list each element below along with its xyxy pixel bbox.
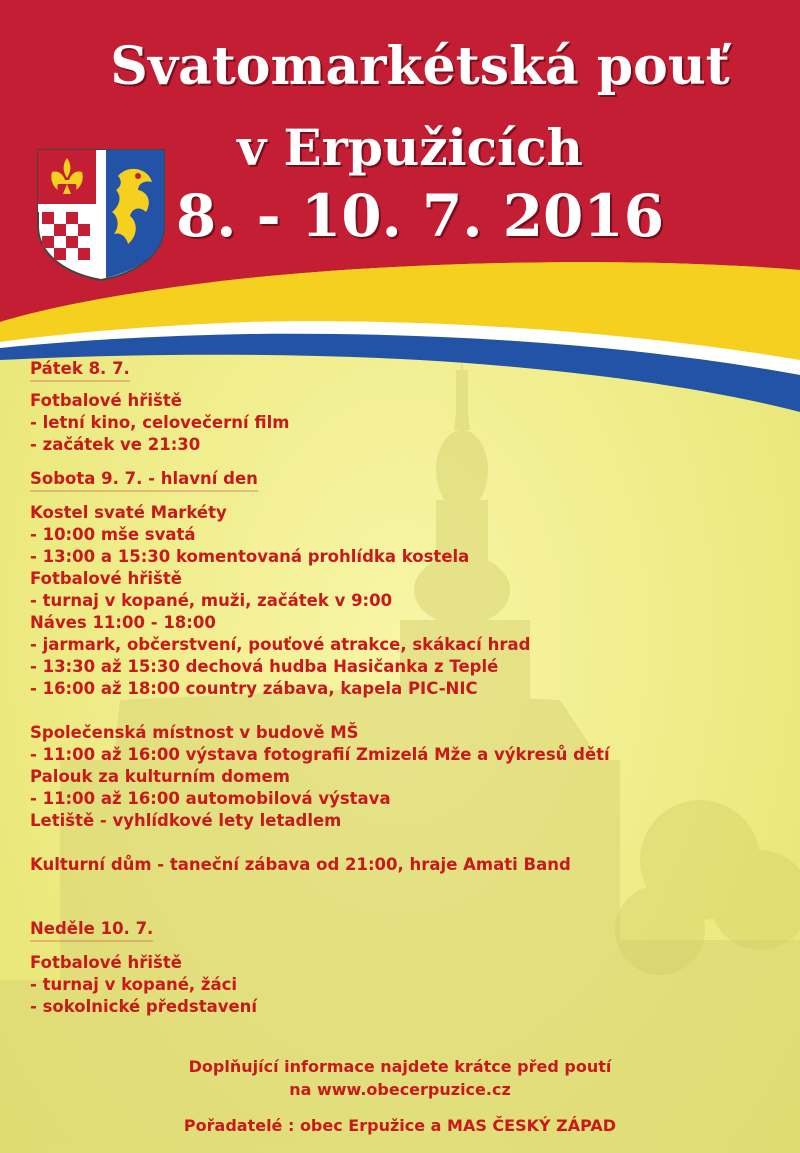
- friday-item: - začátek ve 21:30: [30, 435, 201, 454]
- saturday-church-item: - 13:00 a 15:30 komentovaná prohlídka kostela: [30, 547, 470, 566]
- footer-organizers: Pořadatelé : obec Erpužice a MAS ČESKÝ ZÁPAD: [183, 1116, 617, 1135]
- saturday-hall-venue: Společenská místnost v budově MŠ: [30, 723, 359, 742]
- sunday-heading: Neděle 10. 7.: [30, 918, 153, 942]
- sunday-venue: Fotbalové hřiště: [30, 953, 182, 972]
- saturday-square-item: - 16:00 až 18:00 country zábava, kapela PIC-NIC: [30, 679, 478, 698]
- saturday-hall-item: - 11:00 až 16:00 výstava fotografií Zmizelá Mže a výkresů dětí: [30, 745, 610, 764]
- saturday-meadow-venue: Palouk za kulturním domem: [30, 767, 290, 786]
- saturday-field-venue: Fotbalové hřiště: [30, 569, 182, 588]
- coat-of-arms-icon: [34, 146, 168, 282]
- saturday-dance: Kulturní dům - taneční zábava od 21:00, hraje Amati Band: [30, 855, 571, 874]
- saturday-church-item: - 10:00 mše svatá: [30, 525, 196, 544]
- title-line-2: v Erpužicích: [237, 118, 583, 177]
- friday-item: - letní kino, celovečerní film: [30, 413, 290, 432]
- saturday-meadow-item: - 11:00 až 16:00 automobilová výstava: [30, 789, 391, 808]
- saturday-square-item: - 13:30 až 15:30 dechová hudba Hasičanka z Teplé: [30, 657, 499, 676]
- title-line-3-dates: 8. - 10. 7. 2016: [175, 182, 665, 250]
- saturday-field-item: - turnaj v kopané, muži, začátek v 9:00: [30, 591, 393, 610]
- saturday-square-item: - jarmark, občerstvení, pouťové atrakce, skákací hrad: [30, 635, 531, 654]
- title-line-1: Svatomarkétská pouť: [110, 36, 730, 97]
- saturday-heading: Sobota 9. 7. - hlavní den: [30, 468, 258, 492]
- saturday-square-venue: Náves 11:00 - 18:00: [30, 613, 216, 632]
- friday-heading: Pátek 8. 7.: [30, 358, 130, 382]
- sunday-item: - turnaj v kopané, žáci: [30, 975, 238, 994]
- friday-venue: Fotbalové hřiště: [30, 391, 182, 410]
- saturday-church-venue: Kostel svaté Markéty: [30, 503, 227, 522]
- footer-info-line-1: Doplňující informace najdete krátce před poutí: [188, 1057, 612, 1076]
- saturday-airfield: Letiště - vyhlídkové lety letadlem: [30, 811, 342, 830]
- sunday-item: - sokolnické představení: [30, 997, 258, 1016]
- footer-info-line-2: na www.obecerpuzice.cz: [289, 1080, 511, 1099]
